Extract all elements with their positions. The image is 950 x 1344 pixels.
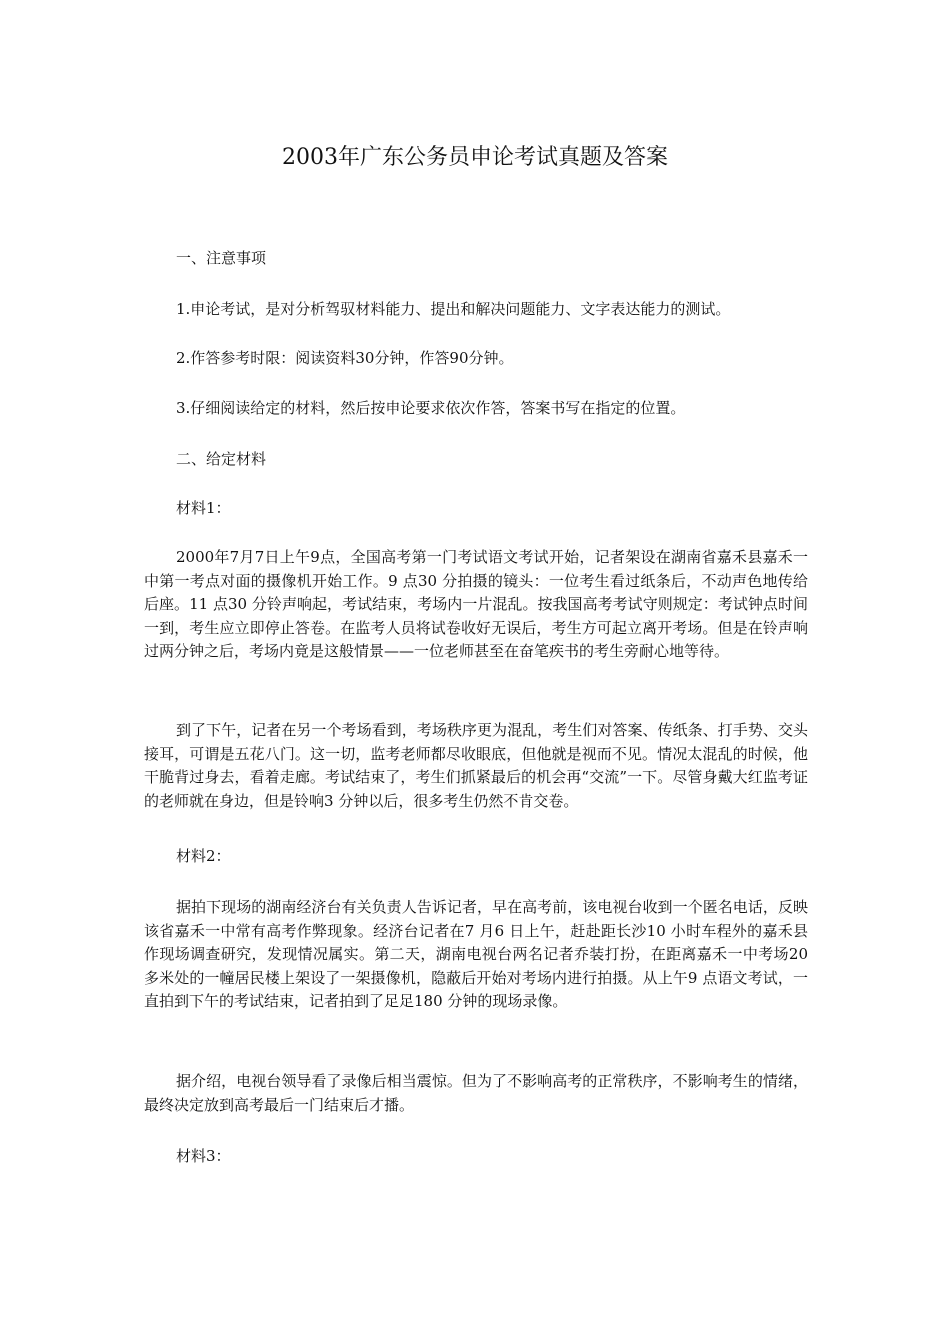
- material-3-label: 材料3：: [176, 1147, 231, 1165]
- note-item-3: 3.仔细阅读给定的材料，然后按申论要求依次作答，答案书写在指定的位置。: [176, 399, 686, 417]
- section-heading-notes: 一、注意事项: [176, 249, 267, 267]
- material-1-paragraph-1: 2000年7月7日上午9点，全国高考第一门考试语文考试开始，记者架设在湖南省嘉禾县嘉禾一中第一考点对面的摄像机开始工作。9 点30 分拍摄的镜头：一位考生看过纸条后，不动声色地传给后座。11 点30 分铃声响起，考试结束，考场内一片混乱。按我国高考考试守则规定：考试钟点时间一到，考生应立即停止答卷。在监考人员将试卷收好无误后，考生方可起立离开考场。但是在铃声响过两分钟之后，考场内竟是这般情景——一位老师甚至在奋笔疾书的考生旁耐心地等待。: [144, 548, 808, 660]
- section-heading-materials: 二、给定材料: [176, 450, 267, 468]
- material-2-paragraph-2: 据介绍，电视台领导看了录像后相当震惊。但为了不影响高考的正常秩序，不影响考生的情绪，最终决定放到高考最后一门结束后才播。: [144, 1072, 808, 1114]
- material-2-paragraph-1: 据拍下现场的湖南经济台有关负责人告诉记者，早在高考前，该电视台收到一个匿名电话，反映该省嘉禾一中常有高考作弊现象。经济台记者在7 月6 日上午，赶赴距长沙10 小时车程外的嘉禾县作现场调查研究，发现情况属实。第二天，湖南电视台两名记者乔装打扮，在距离嘉禾一中考场20 多米处的一幢居民楼上架设了一架摄像机，隐蔽后开始对考场内进行拍摄。从上午9 点语文考试，一直拍到下午的考试结束，记者拍到了足足180 分钟的现场录像。: [144, 898, 808, 1010]
- note-item-2: 2.作答参考时限：阅读资料30分钟，作答90分钟。: [176, 349, 514, 367]
- document-title: 2003年广东公务员申论考试真题及答案: [282, 145, 668, 170]
- material-1-label: 材料1：: [176, 499, 231, 517]
- material-1-paragraph-2: 到了下午，记者在另一个考场看到，考场秩序更为混乱，考生们对答案、传纸条、打手势、交头接耳，可谓是五花八门。这一切，监考老师都尽收眼底，但他就是视而不见。情况太混乱的时候，他干脆背过身去，看着走廊。考试结束了，考生们抓紧最后的机会再“交流”一下。尽管身戴大红监考证的老师就在身边，但是铃响3 分钟以后，很多考生仍然不肯交卷。: [144, 721, 808, 810]
- note-item-1: 1.申论考试，是对分析驾驭材料能力、提出和解决问题能力、文字表达能力的测试。: [176, 300, 731, 318]
- material-2-label: 材料2：: [176, 847, 231, 865]
